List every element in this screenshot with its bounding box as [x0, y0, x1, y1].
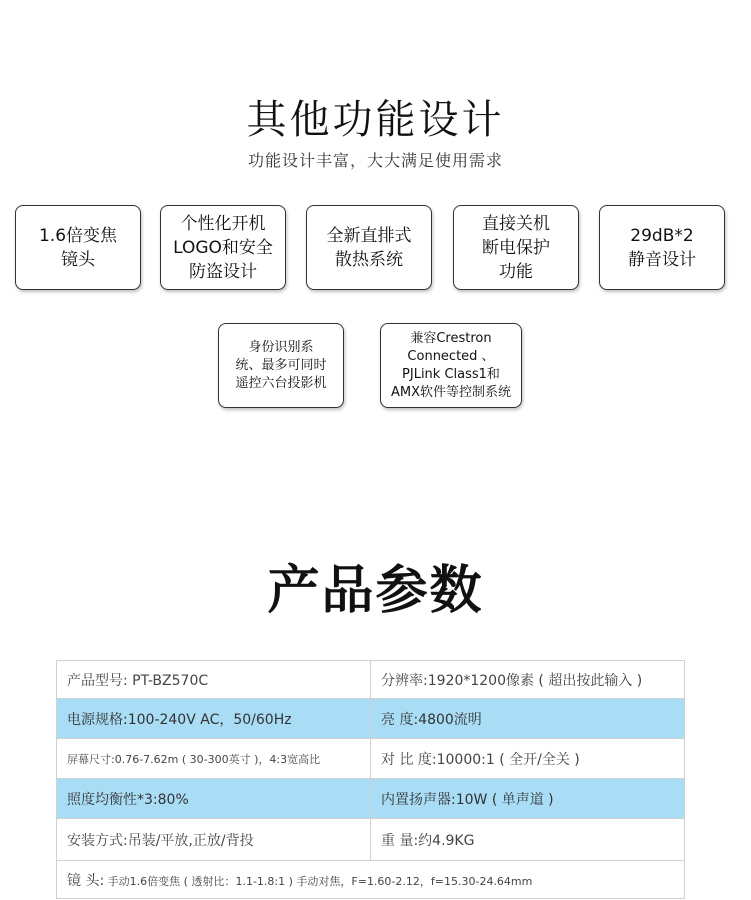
feature-box-power-protection: [453, 205, 579, 290]
spec-value: 手动1.6倍变焦 ( 透射比：1.1-1.8:1 ) 手动对焦，F=1.60-2.12，f=15.30-24.64mm: [107, 874, 533, 888]
feature-text: 全新直排式 散热系统: [326, 225, 412, 270]
spec-cell: 重 量:约4.9KG: [371, 819, 685, 861]
spec-cell: 安装方式:吊装/平放,正放/背投: [57, 819, 371, 861]
feature-box-cooling: [306, 205, 432, 290]
spec-cell: 产品型号: PT-BZ570C: [57, 661, 371, 699]
spec-cell: 照度均衡性*3:80%: [57, 779, 371, 819]
feature-box-zoom-lens: [15, 205, 141, 290]
feature-text: 直接关机 断电保护 功能: [482, 213, 550, 282]
spec-label: 镜 头:: [67, 872, 105, 889]
table-row: [57, 819, 685, 861]
spec-cell: 对 比 度:10000:1 ( 全开/全关 ): [371, 739, 685, 779]
feature-text: 1.6倍变焦 镜头: [38, 225, 118, 270]
feature-text: 29dB*2 静音设计: [628, 225, 696, 270]
table-row: [57, 779, 685, 819]
table-row: [57, 739, 685, 779]
feature-box-silent: [599, 205, 725, 290]
section-title: 产品参数: [267, 561, 484, 621]
feature-box-logo-security: [160, 205, 286, 290]
spec-cell: 亮 度:4800流明: [371, 699, 685, 739]
spec-cell: 分辨率:1920*1200像素 ( 超出按此输入 ): [371, 661, 685, 699]
spec-cell: 电源规格:100-240V AC，50/60Hz: [57, 699, 371, 739]
feature-text: 身份识别系 统、最多可同时 遥控六台投影机: [235, 339, 327, 391]
table-row: [57, 661, 685, 699]
section-subtitle: 功能设计丰富，大大满足使用需求: [247, 151, 503, 170]
spec-table: [56, 660, 685, 899]
spec-cell: 屏幕尺寸:0.76-7.62m ( 30-300英寸 )，4:3宽高比: [57, 739, 371, 779]
table-row: [57, 699, 685, 739]
spec-cell: 内置扬声器:10W ( 单声道 ): [371, 779, 685, 819]
spec-cell-lens: [57, 861, 685, 899]
feature-box-control-systems: [380, 323, 522, 408]
feature-text: 兼容Crestron Connected 、 PJLink Class1和 AMX软件等控制系统: [390, 330, 511, 400]
feature-text: 个性化开机 LOGO和安全 防盗设计: [173, 213, 273, 282]
feature-box-id-system: [218, 323, 344, 408]
section-title: 其他功能设计: [246, 97, 505, 143]
table-row: [57, 861, 685, 899]
